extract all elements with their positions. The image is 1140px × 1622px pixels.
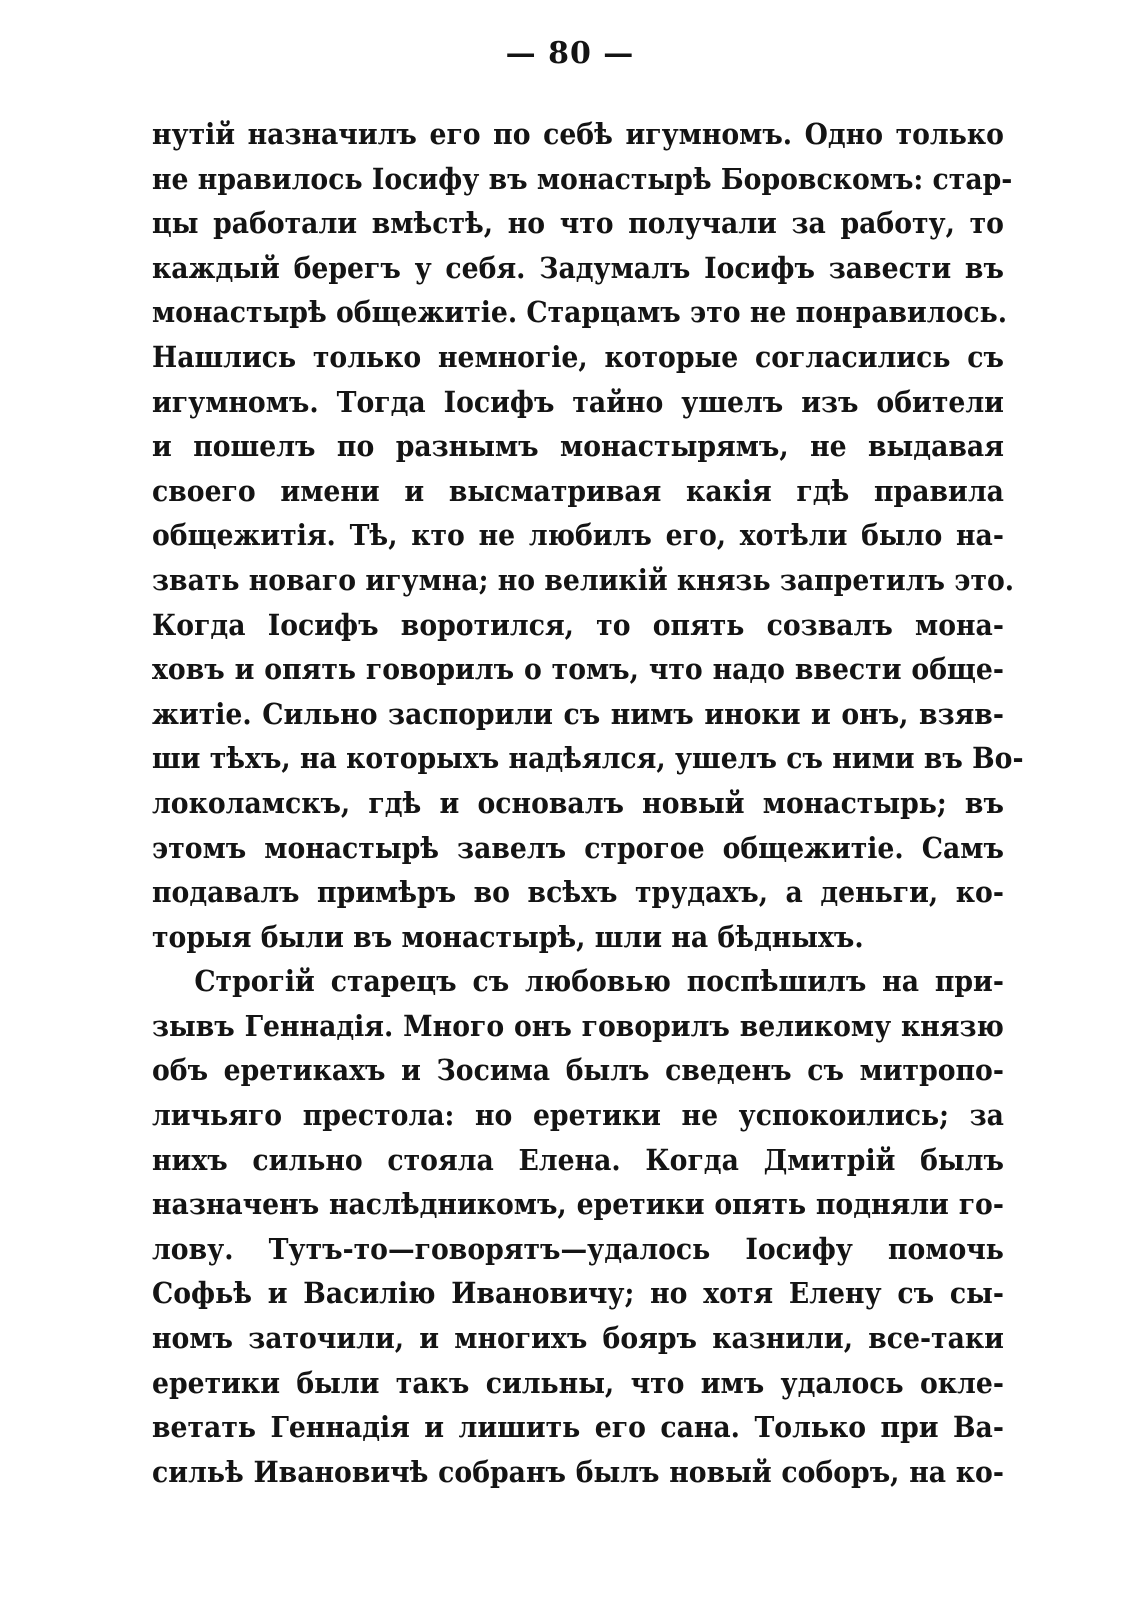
body-text bbox=[152, 112, 1024, 1494]
text-line: назначенъ наслѣдникомъ, еретики опять подняли го- bbox=[152, 1187, 1004, 1222]
text-line-paragraph-end: торыя были въ монастырѣ, шли на бѣдныхъ. bbox=[152, 919, 864, 954]
text-line: лову. Тутъ-то—говорятъ—удалось Іосифу помочь bbox=[152, 1231, 1004, 1266]
text-line: Когда Іосифъ воротился, то опять созвалъ мона- bbox=[152, 607, 1004, 642]
text-line: локоламскъ, гдѣ и основалъ новый монастырь; въ bbox=[152, 785, 1004, 820]
text-line: личьяго престола: но еретики не успокоились; за bbox=[152, 1098, 1004, 1133]
text-line: этомъ монастырѣ завелъ строгое общежитіе. Самъ bbox=[152, 830, 1004, 865]
text-line: цы работали вмѣстѣ, но что получали за работу, то bbox=[152, 206, 1004, 241]
text-line: нутій назначилъ его по себѣ игумномъ. Одно только bbox=[152, 117, 1004, 151]
text-line: Нашлись только немногіе, которые согласились съ bbox=[152, 339, 1004, 374]
text-line: ветать Геннадія и лишить его сана. Только при Ва- bbox=[152, 1410, 1004, 1445]
text-line: не нравилось Іосифу въ монастырѣ Боровскомъ: стар- bbox=[152, 161, 1013, 196]
text-line: подавалъ примѣръ во всѣхъ трудахъ, а деньги, ко- bbox=[152, 875, 1004, 910]
text-line: ховъ и опять говорилъ о томъ, что надо ввести обще- bbox=[152, 652, 1004, 687]
text-line: житіе. Сильно заспорили съ нимъ иноки и онъ, взяв- bbox=[152, 696, 1004, 731]
text-line: своего имени и высматривая какія гдѣ правила bbox=[152, 473, 1004, 508]
text-line: звать новаго игумна; но великій князь запретилъ это. bbox=[152, 562, 1015, 597]
text-line-paragraph-start: Строгій старецъ съ любовью поспѣшилъ на при- bbox=[194, 964, 1004, 999]
text-line: игумномъ. Тогда Іосифъ тайно ушелъ изъ обители bbox=[152, 384, 1004, 419]
text-line: объ еретикахъ и Зосима былъ сведенъ съ митропо- bbox=[152, 1053, 1004, 1088]
text-line: общежитія. Тѣ, кто не любилъ его, хотѣли было на- bbox=[152, 518, 1004, 553]
text-line: ши тѣхъ, на которыхъ надѣялся, ушелъ съ ними въ Во- bbox=[152, 741, 1024, 776]
text-line: Софьѣ и Василію Ивановичу; но хотя Елену съ сы- bbox=[152, 1276, 1004, 1311]
text-line: еретики были такъ сильны, что имъ удалось окле- bbox=[152, 1365, 1004, 1400]
text-line: каждый берегъ у себя. Задумалъ Іосифъ завести въ bbox=[152, 250, 1004, 285]
text-line: нихъ сильно стояла Елена. Когда Дмитрій былъ bbox=[152, 1142, 1004, 1177]
text-line: и пошелъ по разнымъ монастырямъ, не выдавая bbox=[152, 429, 1004, 464]
page-number: — 80 — bbox=[505, 36, 635, 71]
text-line: номъ заточили, и многихъ бояръ казнили, все-таки bbox=[152, 1321, 1004, 1356]
text-line: сильѣ Ивановичѣ собранъ былъ новый соборъ, на ко- bbox=[152, 1454, 1004, 1489]
text-line: монастырѣ общежитіе. Старцамъ это не понравилось. bbox=[152, 295, 1008, 330]
text-line: зывъ Геннадія. Много онъ говорилъ великому князю bbox=[152, 1008, 1004, 1043]
